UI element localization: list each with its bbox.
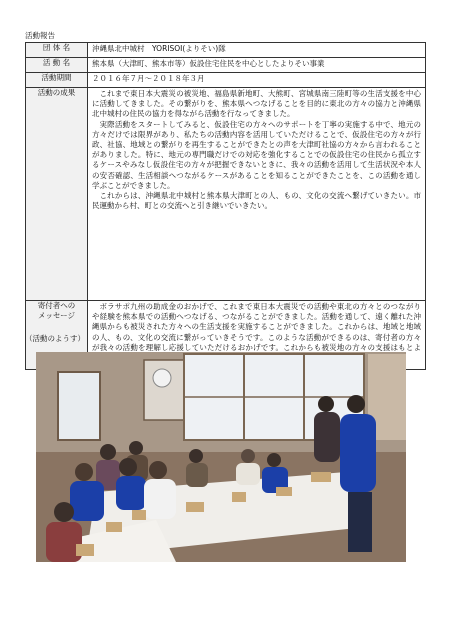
row-activity-name [26,58,426,73]
row-period [26,73,426,88]
results-label: 活動の成果 [26,88,88,301]
results-paragraph-3: これからは、沖縄県北中城村と熊本県大津町との人、もの、文化の交流へ繋げていきたい。市民運動から村、町との交流へと引き継いでいきたい。 [92,191,421,211]
message-paragraph: ボラサポ九州の助成金のおかげで、これまで東日本大震災での活動や東北の方々とのつながりや経験を熊本県での活動へつなげる、つながることができました。活動を通して、遠く離れた沖縄県からも被災された方々への生活支援を実施することができました。これからは、地域と地域の人、もの、文化の交流に繋がっていきそうです。このような活動ができるのは、寄付者の方々が我々の活動を理解し応援していただけるおかげです。これからも被災地の方々の支援はもとよ [92,302,421,352]
message-label-line1: 寄付者への [37,301,76,310]
message-label-line2: メッセージ [37,311,76,321]
activity-name-label: 活 動 名 [26,58,88,73]
activity-name-value: 熊本県（大津町、熊本市等）仮設住宅住民を中心としたよりそい事業 [88,58,426,73]
org-label: 団 体 名 [26,43,88,58]
photo-caption: （活動のようす） [25,334,85,343]
period-label: 活動期間 [26,73,88,88]
row-results [26,88,426,301]
results-paragraph-2: 実際活動をスタートしてみると、仮設住宅の方々へのサポートを丁寧の実施する中で、地元の方々だけでは限界があり、私たちの活動内容を活用していただけることで、仮設住宅の方々が行政、社協、地域との繋がりを再生することができたとの声を大津町社協の方々から言われることがありました。特に、地元の専門職だけでの対応を強化することでの仮設住宅の住民から孤立するケースやみなし仮設住宅の方々が把握できないときに、我々の活動を活用して生活状況や本人の安否確認、生活相談へつながるケースがあることを知ることができたことを、この活動を通し学ぶことができました。 [92,119,421,190]
report-table [25,42,426,370]
row-organization [26,43,426,58]
period-value: ２０１６年７月～２０１８年３月 [88,73,426,88]
org-value: 沖縄県北中城村 YORISOI(よりそい)隊 [88,43,426,58]
results-text [88,88,426,301]
report-header: 活動報告 [25,31,55,40]
activity-photo [36,352,406,562]
results-paragraph-1: これまで東日本大震災の被災地、福島県新地町、大熊町、宮城県南三陸町等の生活支援を中心に活動してきました。その繋がりを、熊本県へつなげることを目的に東北の方々の協力と沖縄県北中城村の住民の協力を得ながら活動を行なってきました。 [92,89,421,119]
